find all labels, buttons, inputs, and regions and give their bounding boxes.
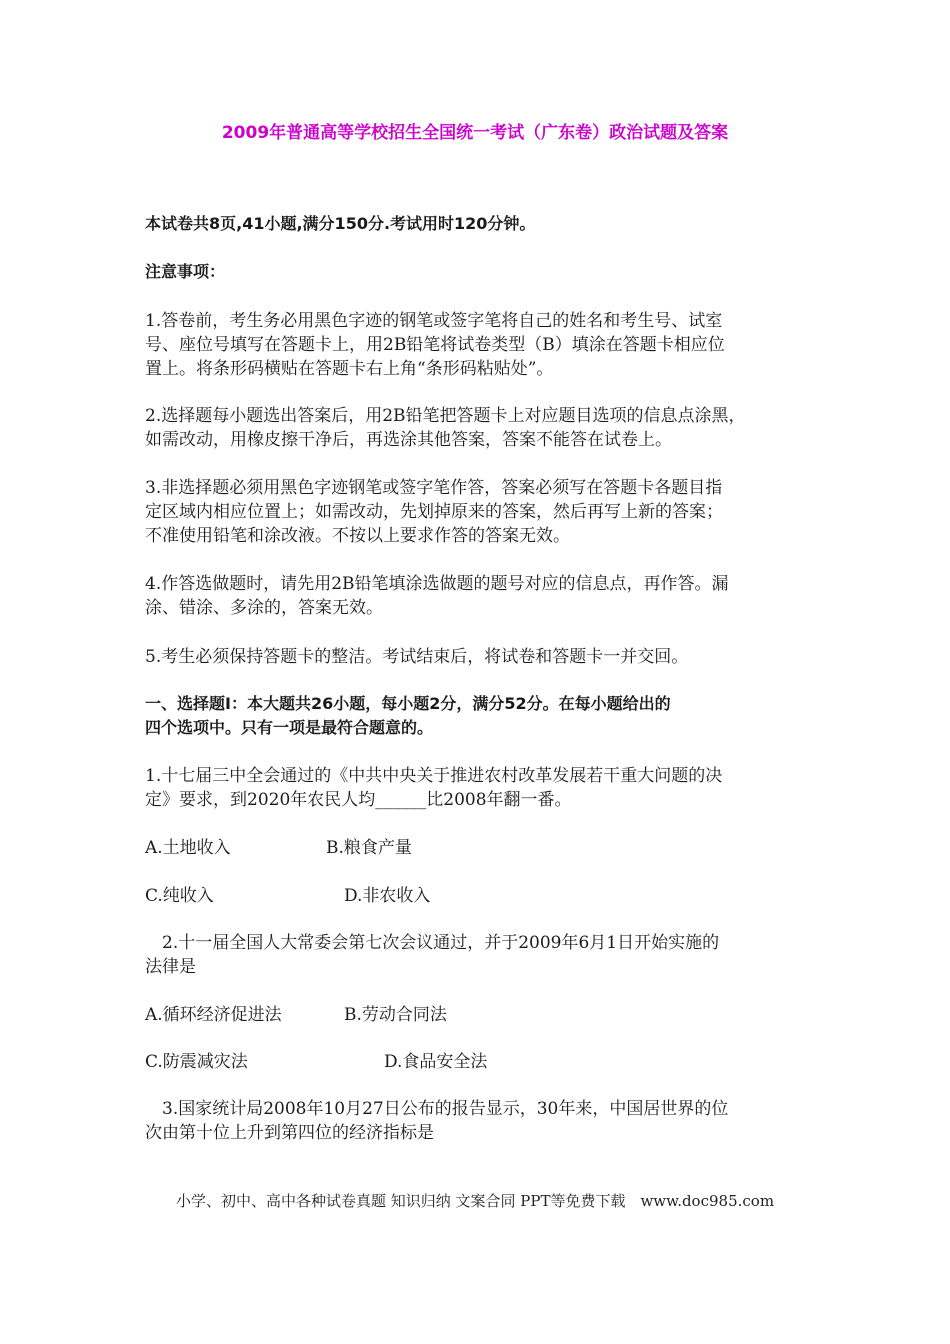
note-line: 如需改动，用橡皮擦干净后，再选涂其他答案，答案不能答在试卷上。 — [145, 430, 672, 450]
question-2-option-b: B.劳动合同法 — [344, 1005, 447, 1025]
question-1-option-c: C.纯收入 — [145, 886, 214, 906]
question-line: 次由第十位上升到第四位的经济指标是 — [145, 1123, 434, 1143]
question-line: 1.十七届三中全会通过的《中共中央关于推进农村改革发展若干重大问题的决 — [145, 766, 723, 786]
note-4 — [145, 572, 825, 620]
note-line: 5.考生必须保持答题卡的整洁。考试结束后，将试卷和答题卡一并交回。 — [145, 647, 689, 667]
question-1-option-b: B.粮食产量 — [326, 838, 412, 858]
note-line: 1.答卷前，考生务必用黑色字迹的钢笔或签字笔将自己的姓名和考生号、试室 — [145, 311, 723, 331]
question-1-stem — [145, 764, 825, 812]
document-title: 2009年普通高等学校招生全国统一考试（广东卷）政治试题及答案 — [221, 123, 729, 143]
question-line: 法律是 — [145, 957, 196, 977]
question-line: 3.国家统计局2008年10月27日公布的报告显示，30年来，中国居世界的位 — [145, 1099, 729, 1119]
section-heading-line: 四个选项中。只有一项是最符合题意的。 — [145, 718, 434, 737]
notice-heading: 注意事项： — [145, 262, 226, 281]
note-line: 号、座位号填写在答题卡上，用2B铅笔将试卷类型（B）填涂在答题卡相应位 — [145, 335, 725, 355]
note-line: 不准使用铅笔和涂改液。不按以上要求作答的答案无效。 — [145, 526, 570, 546]
note-2 — [145, 404, 825, 452]
question-2-option-c: C.防震减灾法 — [145, 1052, 248, 1072]
question-2-option-a: A.循环经济促进法 — [145, 1005, 282, 1025]
note-1 — [145, 309, 825, 381]
question-3-stem — [145, 1097, 825, 1145]
section-heading-line: 一、选择题Ⅰ：本大题共26小题，每小题2分，满分52分。在每小题给出的 — [145, 694, 671, 713]
exam-summary: 本试卷共8页,41小题,满分150分.考试用时120分钟。 — [145, 214, 536, 233]
question-1-option-a: A.土地收入 — [145, 838, 231, 858]
question-2-option-d: D.食品安全法 — [384, 1052, 488, 1072]
section-heading — [145, 692, 825, 740]
question-line: 2.十一届全国人大常委会第七次会议通过，并于2009年6月1日开始实施的 — [145, 933, 720, 953]
note-line: 定区域内相应位置上；如需改动，先划掉原来的答案，然后再写上新的答案； — [145, 502, 723, 522]
page-footer: 小学、初中、高中各种试卷真题 知识归纳 文案合同 PPT等免费下载 www.doc985.com — [175, 1192, 775, 1210]
question-2-stem — [145, 931, 825, 979]
note-line: 涂、错涂、多涂的，答案无效。 — [145, 598, 383, 618]
note-line: 2.选择题每小题选出答案后，用2B铅笔把答题卡上对应题目选项的信息点涂黑， — [145, 406, 746, 426]
question-1-option-d: D.非农收入 — [344, 886, 431, 906]
question-line: 定》要求，到2020年农民人均______比2008年翻一番。 — [145, 790, 572, 810]
note-5 — [145, 645, 825, 669]
note-line: 3.非选择题必须用黑色字迹钢笔或签字笔作答，答案必须写在答题卡各题目指 — [145, 478, 723, 498]
note-3 — [145, 476, 825, 548]
note-line: 置上。将条形码横贴在答题卡右上角“条形码粘贴处”。 — [145, 359, 554, 379]
note-line: 4.作答选做题时，请先用2B铅笔填涂选做题的题号对应的信息点，再作答。漏 — [145, 574, 729, 594]
